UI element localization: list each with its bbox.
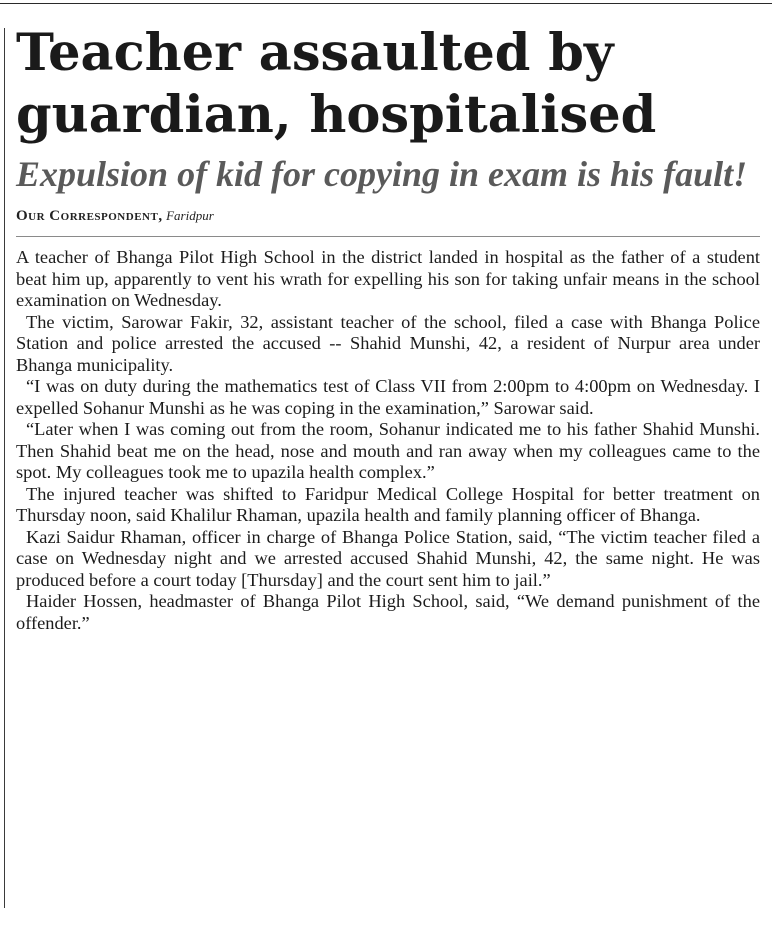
article-body xyxy=(16,247,760,634)
column-rule xyxy=(4,28,5,908)
body-paragraph: A teacher of Bhanga Pilot High School in the district landed in hospital as the father of a student beat him up, apparently to vent his wrath for expelling his son for taking unfair means in the school examination on Wednesday. xyxy=(16,247,760,310)
headline: Teacher assaulted by guardian, hospitalised xyxy=(16,23,657,145)
byline-author: Our Correspondent, xyxy=(16,208,163,224)
body-paragraph: “I was on duty during the mathematics test of Class VII from 2:00pm to 4:00pm on Wednesday. I expelled Sohanur Munshi as he was coping in the examination,” Sarowar said. xyxy=(16,376,760,418)
subheadline: Expulsion of kid for copying in exam is his fault! xyxy=(16,154,748,194)
byline-divider xyxy=(16,236,760,237)
body-paragraph: The injured teacher was shifted to Faridpur Medical College Hospital for better treatment on Thursday noon, said Khalilur Rhaman, upazila health and family planning officer of Bhanga. xyxy=(16,483,760,525)
body-paragraph: The victim, Sarowar Fakir, 32, assistant teacher of the school, filed a case with Bhanga Police Station and police arrested the accused -- Shahid Munshi, 42, a resident of Nurpur area under Bhanga municipality. xyxy=(16,311,760,375)
body-paragraph: Haider Hossen, headmaster of Bhanga Pilot High School, said, “We demand punishment of the offender.” xyxy=(16,591,760,633)
byline xyxy=(16,207,760,226)
body-paragraph: Kazi Saidur Rhaman, officer in charge of Bhanga Police Station, said, “The victim teacher filed a case on Wednesday night and we arrested accused Shahid Munshi, 42, the same night. He was produced before a court today [Thursday] and the court sent him to jail.” xyxy=(16,526,760,590)
news-article xyxy=(16,22,760,634)
byline-dateline: Faridpur xyxy=(166,208,214,223)
body-paragraph: “Later when I was coming out from the room, Sohanur indicated me to his father Shahid Munshi. Then Shahid beat me on the head, nose and mouth and ran away when my colleagues came to the spot. My colleagues took me to upazila health complex.” xyxy=(16,419,760,482)
top-rule xyxy=(0,3,772,4)
